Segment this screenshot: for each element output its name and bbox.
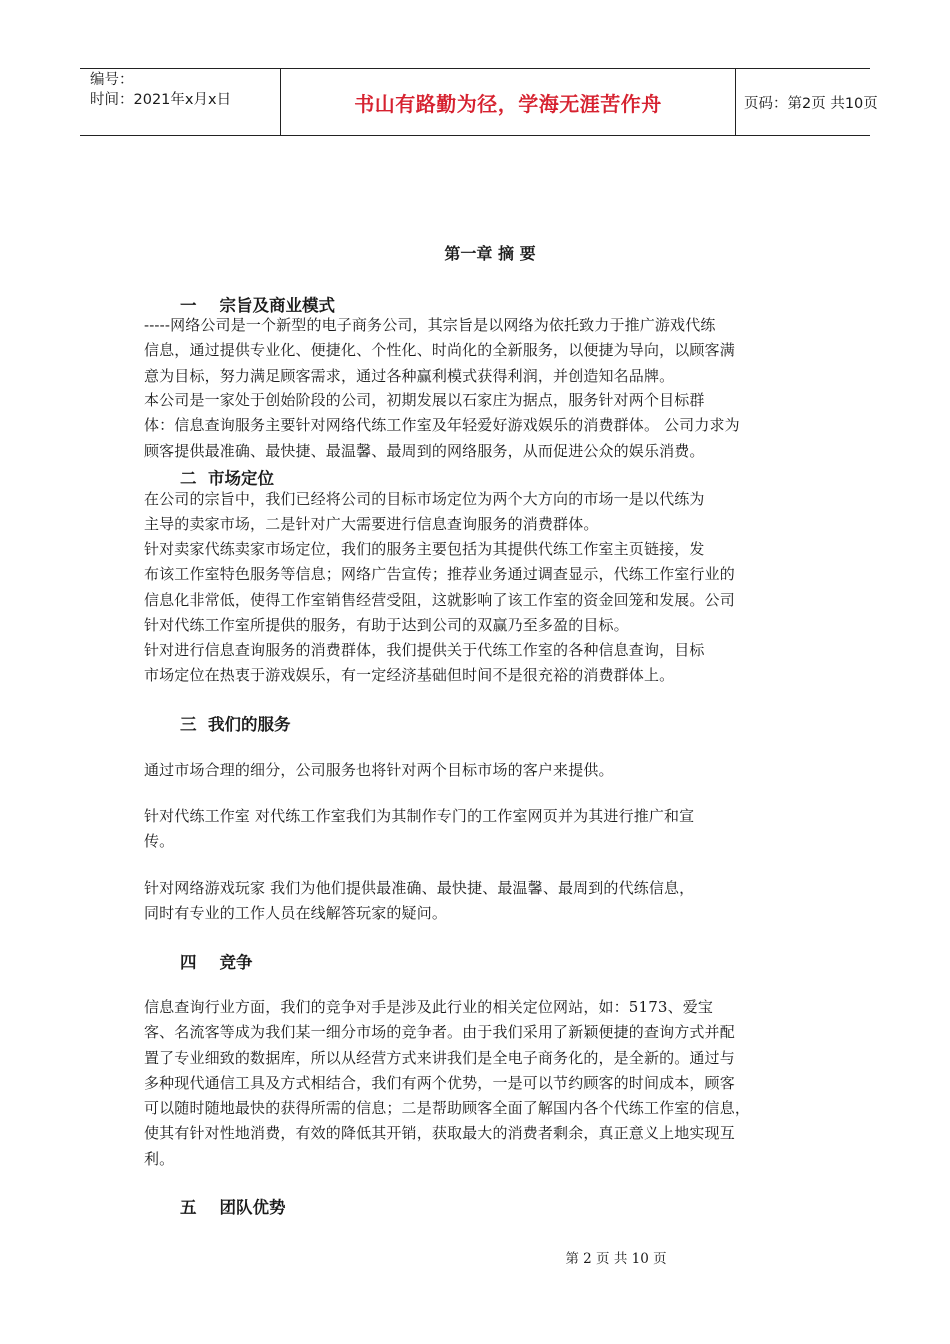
text-line: -----网络公司是一个新型的电子商务公司，其宗旨是以网络为依托致力于推广游戏代练 — [144, 316, 716, 334]
text-line: 在公司的宗旨中，我们已经将公司的目标市场定位为两个大方向的市场一是以代练为 — [144, 490, 705, 508]
paragraph-mission-1 — [144, 313, 808, 389]
text-line: 传。 — [144, 832, 175, 851]
paragraph-services-1 — [144, 758, 808, 783]
text-line: 使其有针对性地消费，有效的降低其开销，获取最大的消费者剩余，真正意义上地实现互 — [144, 1124, 735, 1143]
header-motto: 书山有路勤为径，学海无涯苦作舟 — [280, 69, 736, 135]
section-heading-services: 三 我们的服务 — [180, 715, 291, 734]
text-line: 意为目标，努力满足顾客需求，通过各种赢利模式获得利润，并创造知名品牌。 — [144, 366, 675, 385]
text-line: 可以随时随地最快的获得所需的信息；二是帮助顾客全面了解国内各个代练工作室的信息， — [144, 1099, 751, 1118]
text-line: 顾客提供最准确、最快捷、最温馨、最周到的网络服务，从而促进公众的娱乐消费。 — [144, 441, 705, 460]
paragraph-market-3 — [144, 638, 808, 689]
text-line: 针对代练工作室所提供的服务，有助于达到公司的双赢乃至多盈的目标。 — [144, 615, 629, 634]
text-line: 针对卖家代练卖家市场定位，我们的服务主要包括为其提供代练工作室主页链接，发 — [144, 540, 705, 558]
header-code-label: 编号： — [90, 72, 134, 88]
text-line: 多种现代通信工具及方式相结合，我们有两个优势，一是可以节约顾客的时间成本，顾客 — [144, 1073, 735, 1092]
section-heading-team: 五 团队优势 — [180, 1198, 286, 1217]
text-line: 信息查询行业方面，我们的竞争对手是涉及此行业的相关定位网站，如：5173、爱宝 — [144, 998, 714, 1016]
text-line: 通过市场合理的细分，公司服务也将针对两个目标市场的客户来提供。 — [144, 761, 614, 779]
text-line: 体：信息查询服务主要针对网络代练工作室及年轻爱好游戏娱乐的消费群体。 公司力求为 — [144, 416, 740, 435]
text-line: 布该工作室特色服务等信息；网络广告宣传；推荐业务通过调查显示，代练工作室行业的 — [144, 565, 735, 584]
header-page-label: 页码：第2页 共10页 — [744, 95, 878, 112]
text-line: 针对网络游戏玩家 我们为他们提供最准确、最快捷、最温馨、最周到的代练信息， — [144, 879, 695, 897]
section-heading-market: 二 市场定位 — [180, 469, 274, 488]
text-line: 本公司是一家处于创始阶段的公司，初期发展以石家庄为据点，服务针对两个目标群 — [144, 391, 705, 409]
header-meta — [90, 69, 278, 135]
paragraph-mission-2 — [144, 388, 808, 464]
paragraph-services-3 — [144, 876, 808, 927]
paragraph-market-1 — [144, 487, 808, 538]
page-footer: 第 2 页 共 10 页 — [565, 1251, 667, 1267]
text-line: 针对进行信息查询服务的消费群体，我们提供关于代练工作室的各种信息查询，目标 — [144, 641, 705, 659]
text-line: 针对代练工作室 对代练工作室我们为其制作专门的工作室网页并为其进行推广和宣 — [144, 807, 695, 825]
text-line: 置了专业细致的数据库，所以从经营方式来讲我们是全电子商务化的，是全新的。通过与 — [144, 1048, 735, 1067]
paragraph-market-2 — [144, 537, 808, 638]
section-heading-mission: 一 宗旨及商业模式 — [180, 296, 335, 315]
section-heading-competition: 四 竞争 — [180, 953, 253, 972]
paragraph-services-2 — [144, 804, 808, 855]
header-time-label: 时间：2021年x月x日 — [90, 92, 232, 108]
chapter-title: 第一章 摘 要 — [444, 244, 536, 263]
text-line: 信息，通过提供专业化、便捷化、个性化、时尚化的全新服务，以便捷为导向，以顾客满 — [144, 341, 735, 360]
text-line: 信息化非常低，使得工作室销售经营受阻，这就影响了该工作室的资金回笼和发展。公司 — [144, 590, 735, 609]
paragraph-competition-1 — [144, 995, 808, 1172]
text-line: 同时有专业的工作人员在线解答玩家的疑问。 — [144, 904, 448, 923]
text-line: 利。 — [144, 1149, 175, 1168]
page-header — [80, 68, 878, 136]
text-line: 主导的卖家市场，二是针对广大需要进行信息查询服务的消费群体。 — [144, 515, 599, 534]
text-line: 市场定位在热衷于游戏娱乐，有一定经济基础但时间不是很充裕的消费群体上。 — [144, 666, 675, 685]
text-line: 客、名流客等成为我们某一细分市场的竞争者。由于我们采用了新颖便捷的查询方式并配 — [144, 1023, 735, 1042]
